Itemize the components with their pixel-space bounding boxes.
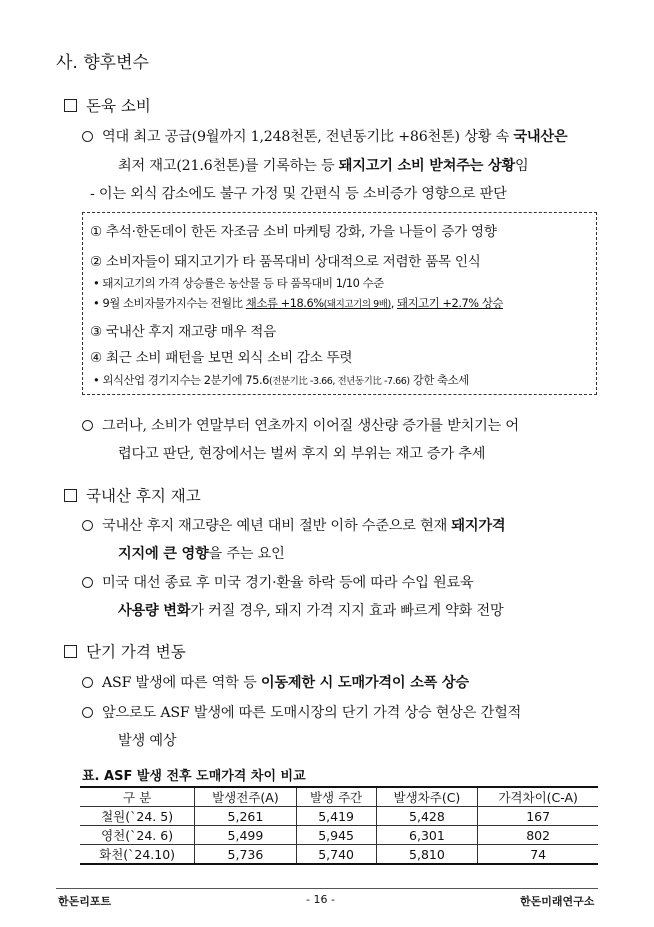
- paragraph-line: 앞으로도 ASF 발생에 따른 도매시장의 단기 가격 상승 현상은 간헐적: [102, 705, 522, 721]
- text: 강한 축소세: [409, 373, 469, 387]
- square-bullet-icon: [64, 645, 77, 658]
- section-heading-pork-consumption: [64, 94, 151, 116]
- box-item-1: ① 추석·한돈데이 한돈 자조금 소비 마케팅 강화, 가을 나들이 증가 영향: [90, 224, 497, 240]
- box-bullet: [93, 372, 469, 388]
- bold-text: 돼지가격: [451, 518, 506, 534]
- table-header-cell: 가격차이(C-A): [478, 787, 598, 807]
- heading-text: 단기 가격 변동: [86, 643, 186, 661]
- box-item-3: ③ 국내산 후지 재고량 매우 적음: [90, 324, 276, 340]
- square-bullet-icon: [64, 489, 77, 502]
- text: 역대 최고 공급(9월까지 1,248천톤, 전년동기比 +86천톤) 상황 속: [102, 129, 514, 145]
- circle-bullet-icon: [82, 577, 93, 588]
- heading-text: 국내산 후지 재고: [86, 487, 201, 505]
- text: ASF 발생에 따른 역학 등: [102, 675, 261, 691]
- text: 가 커질 경우, 돼지 가격 지지 효과 빠르게 약화 전망: [190, 603, 504, 619]
- underlined-text: 돼지고기 +2.7% 상승: [397, 296, 503, 310]
- paragraph-line: [102, 515, 505, 535]
- table-cell: 5,261: [195, 807, 296, 826]
- table-header-cell: 발생전주(A): [195, 787, 296, 807]
- section-heading-ham-stock: [64, 484, 201, 506]
- paragraph-line: 그러나, 소비가 연말부터 연초까지 이어질 생산량 증가를 받치기는 어: [102, 418, 519, 434]
- box-item-2: ② 소비자들이 돼지고기가 타 품목대비 상대적으로 저렴한 품목 인식: [90, 254, 481, 270]
- footer-divider: [56, 888, 598, 889]
- circle-bullet-icon: [82, 707, 93, 718]
- text: 최저 재고(21.6천톤)를 기록하는 등: [118, 158, 339, 174]
- table-cell: 167: [478, 807, 598, 826]
- text: 을 주는 요인: [208, 546, 285, 562]
- paragraph-line: 미국 대선 종료 후 미국 경기·환율 하락 등에 따라 수입 원료육: [102, 575, 474, 591]
- box-item-4: ④ 최근 소비 패턴을 보면 외식 소비 감소 뚜렷: [90, 350, 353, 366]
- table-caption: 표. ASF 발생 전후 도매가격 차이 비교: [82, 769, 306, 784]
- paragraph-line: [102, 672, 469, 692]
- text: • 외식산업 경기지수는 2분기에 75.6: [93, 373, 269, 387]
- asf-price-table: [80, 786, 598, 865]
- bold-text: 돼지고기 소비 받쳐주는 상황: [338, 158, 516, 174]
- footer-left: 한돈리포트: [58, 895, 112, 908]
- square-bullet-icon: [64, 99, 77, 112]
- box-bullet: [93, 295, 503, 311]
- table-cell: 5,740: [296, 845, 376, 865]
- table-row: [80, 826, 598, 845]
- table-cell: 5,428: [376, 807, 478, 826]
- text: ,: [390, 296, 398, 310]
- text: (전분기比 -3.66, 전년동기比 -7.66): [268, 376, 410, 387]
- table-cell: 5,945: [296, 826, 376, 845]
- circle-bullet-icon: [82, 677, 93, 688]
- heading-text: 돈육 소비: [86, 97, 151, 115]
- paragraph-line: [118, 600, 503, 620]
- text: 임: [515, 158, 529, 174]
- table-cell: 화천(`24.10): [80, 845, 195, 865]
- footer-right: 한돈미래연구소: [520, 895, 595, 908]
- table-cell: 5,736: [195, 845, 296, 865]
- table-cell: 영천(`24. 6): [80, 826, 195, 845]
- text: 채소류 +18.6%: [245, 296, 324, 310]
- table-header-row: [80, 787, 598, 807]
- bold-text: 이동제한 시 도매가격이 소폭 상승: [260, 675, 469, 691]
- bold-text: 사용량 변화: [118, 603, 191, 619]
- paragraph-line: [102, 126, 567, 146]
- table-cell: 5,499: [195, 826, 296, 845]
- text: 국내산 후지 재고량은 예년 대비 절반 이하 수준으로 현재: [102, 518, 452, 534]
- section-title: 사. 향후변수: [56, 53, 149, 73]
- table-cell: 5,810: [376, 845, 478, 865]
- circle-bullet-icon: [82, 520, 93, 531]
- text: (돼지고기의 9배): [323, 299, 391, 310]
- table-cell: 802: [478, 826, 598, 845]
- table-cell: 철원(`24. 5): [80, 807, 195, 826]
- table-header-cell: 발생 주간: [296, 787, 376, 807]
- table-header-cell: 발생차주(C): [376, 787, 478, 807]
- table-cell: 6,301: [376, 826, 478, 845]
- table-header-cell: 구 분: [80, 787, 195, 807]
- page-number: - 16 -: [306, 893, 335, 906]
- paragraph-line: [118, 543, 285, 563]
- table-cell: 5,419: [296, 807, 376, 826]
- text: • 9월 소비자물가지수는 전월比: [93, 296, 246, 310]
- paragraph-line: [118, 155, 529, 175]
- table-cell: 74: [478, 845, 598, 865]
- table-row: [80, 845, 598, 865]
- underlined-text: [246, 296, 391, 310]
- circle-bullet-icon: [82, 420, 93, 431]
- circle-bullet-icon: [82, 131, 93, 142]
- paragraph-line: 렵다고 판단, 현장에서는 벌써 후지 외 부위는 재고 증가 추세: [118, 446, 486, 462]
- sub-bullet-line: - 이는 외식 감소에도 불구 가정 및 간편식 등 소비증가 영향으로 판단: [90, 186, 507, 202]
- box-bullet: • 돼지고기의 가격 상승률은 농산물 등 타 품목대비 1/10 수준: [93, 276, 384, 290]
- bold-text: 지지에 큰 영향: [118, 546, 209, 562]
- table-row: [80, 807, 598, 826]
- section-heading-short-term-price: [64, 640, 186, 662]
- paragraph-line: 발생 예상: [118, 733, 177, 749]
- bold-text: 국내산은: [513, 129, 568, 145]
